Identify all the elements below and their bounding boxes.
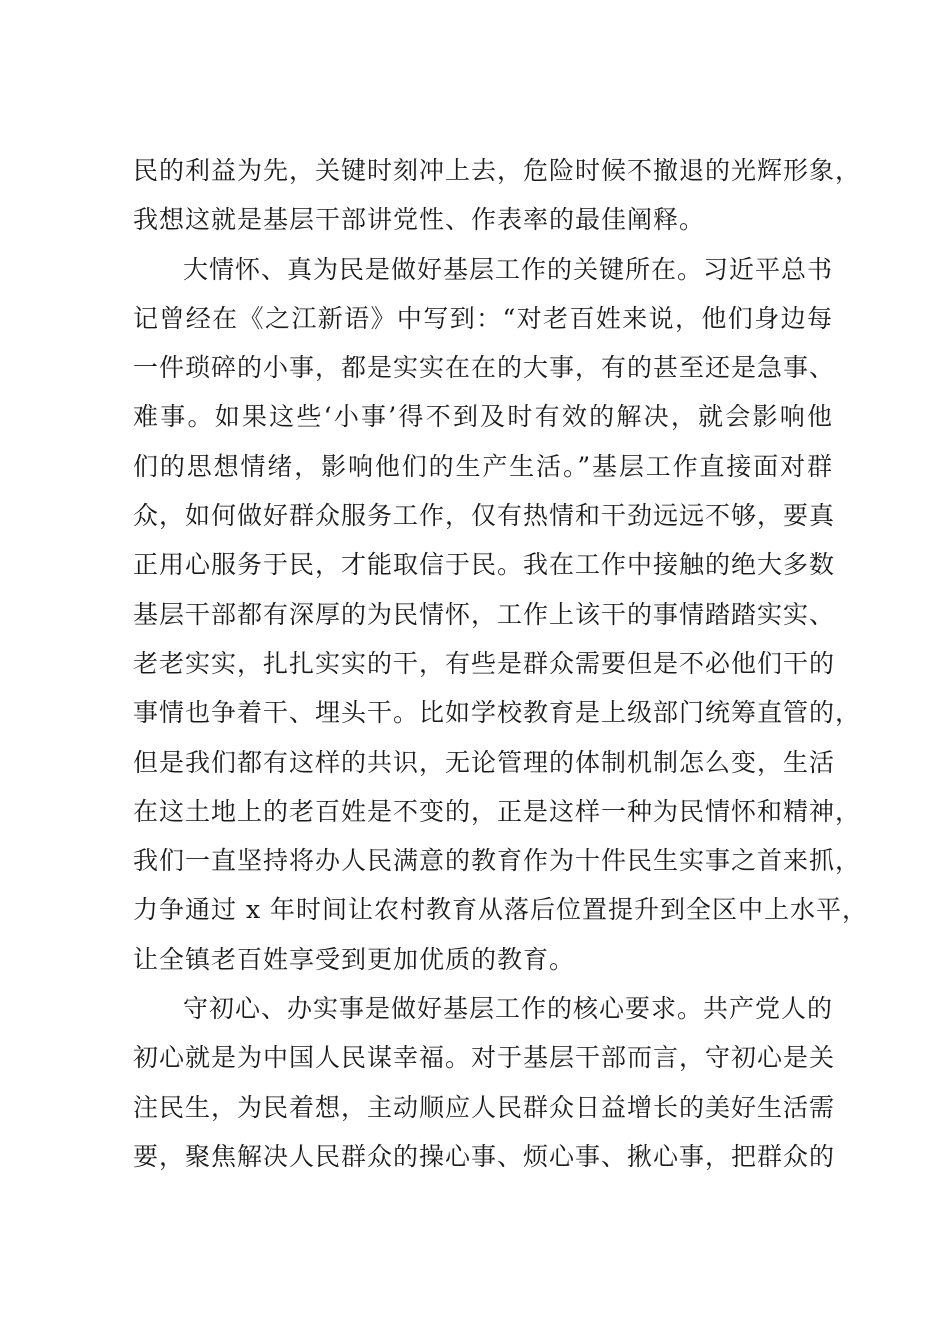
text-line: 要，聚焦解决人民群众的操心事、烦心事、揪心事，把群众的 <box>133 1141 836 1171</box>
paragraph-3 <box>133 989 836 1177</box>
text-line: 难事。如果这些‘小事’得不到及时有效的解决，就会影响他 <box>133 402 833 432</box>
text-line: 一件琐碎的小事，都是实实在在的大事，有的甚至还是急事、 <box>133 353 836 383</box>
text-line: 让全镇老百姓享受到更加优质的教育。 <box>133 944 576 974</box>
text-line: 老老实实，扎扎实实的干，有些是群众需要但是不必他们干的 <box>133 648 836 678</box>
text-line: 在这土地上的老百姓是不变的，正是这样一种为民情怀和精神， <box>133 796 862 826</box>
text-line: 记曾经在《之江新语》中写到：“对老百姓来说，他们身边每 <box>133 303 833 333</box>
text-line: 基层干部都有深厚的为民情怀，工作上该干的事情踏踏实实、 <box>133 599 836 629</box>
text-line: 众，如何做好群众服务工作，仅有热情和干劲远远不够，要真 <box>133 501 836 531</box>
body-text <box>133 151 868 1186</box>
text-line: 但是我们都有这样的共识，无论管理的体制机制怎么变，生活 <box>133 747 836 777</box>
text-line: 我们一直坚持将办人民满意的教育作为十件民生实事之首来抓， <box>133 846 862 876</box>
text-line: 大情怀、真为民是做好基层工作的关键所在。习近平总书 <box>183 254 834 284</box>
text-line: 注民生，为民着想，主动顺应人民群众日益增长的美好生活需 <box>133 1092 836 1122</box>
text-line: 们的思想情绪，影响他们的生产生活。”基层工作直接面对群 <box>133 451 833 481</box>
text-line: 初心就是为中国人民谋幸福。对于基层干部而言，守初心是关 <box>133 1043 836 1073</box>
paragraph-2 <box>133 250 868 980</box>
text-line: 守初心、办实事是做好基层工作的核心要求。共产党人的 <box>183 994 834 1024</box>
text-line: 力争通过 x 年时间让农村教育从落后位置提升到全区中上水平， <box>133 895 868 925</box>
text-line: 我想这就是基层干部讲党性、作表率的最佳阐释。 <box>133 205 706 235</box>
text-line: 正用心服务于民，才能取信于民。我在工作中接触的绝大多数 <box>133 550 836 580</box>
paragraph-1 <box>133 151 862 240</box>
text-line: 民的利益为先，关键时刻冲上去，危险时候不撤退的光辉形象， <box>133 156 862 185</box>
text-line: 事情也争着干、埋头干。比如学校教育是上级部门统筹直管的， <box>133 698 862 728</box>
